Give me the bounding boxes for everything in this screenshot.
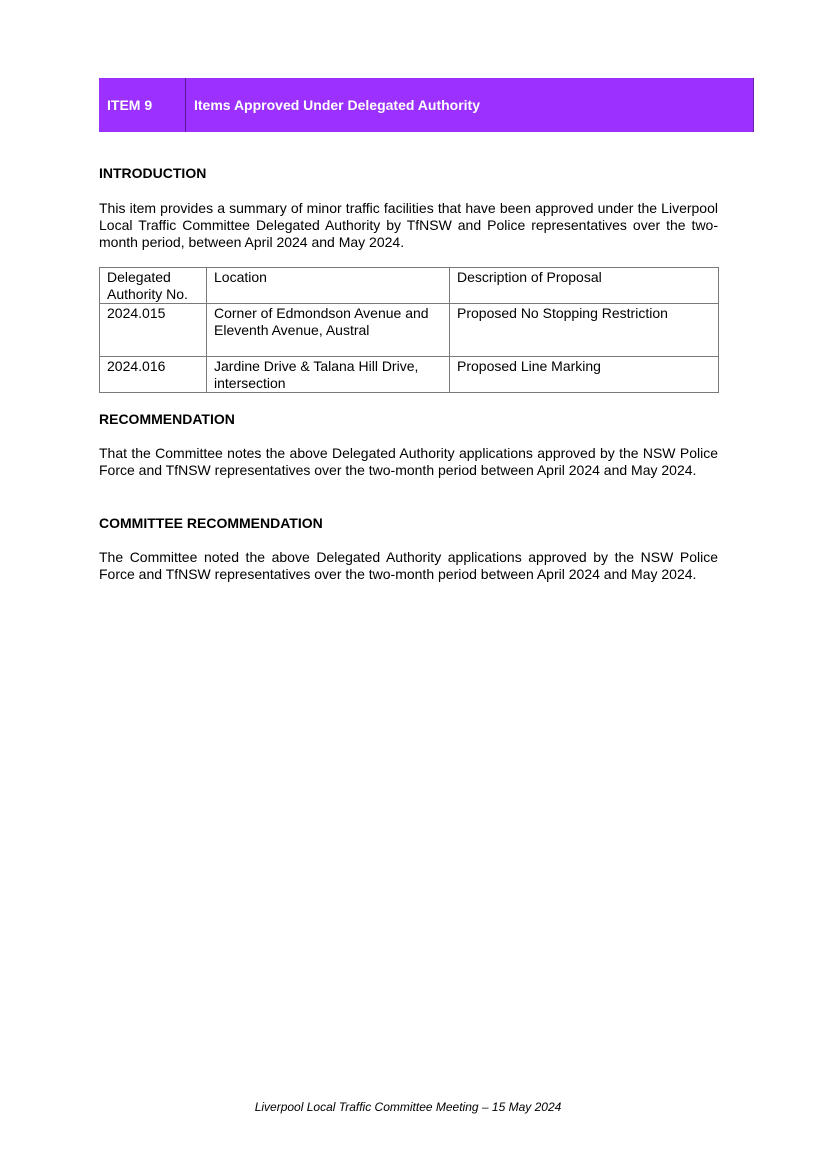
table-cell: Corner of Edmondson Avenue and Eleventh Avenue, Austral bbox=[207, 304, 450, 357]
item-number: ITEM 9 bbox=[99, 78, 186, 132]
table-cell: Jardine Drive & Talana Hill Drive, intersection bbox=[207, 357, 450, 393]
table-cell: 2024.015 bbox=[100, 304, 207, 357]
table-cell: Proposed No Stopping Restriction bbox=[450, 304, 719, 357]
introduction-text: This item provides a summary of minor traffic facilities that have been approved under the Liverpool Local Traffic Committee Delegated Authority by TfNSW and Police representatives over the two-month period, between April 2024 and May 2024. bbox=[99, 200, 718, 250]
table-cell: 2024.016 bbox=[100, 357, 207, 393]
table-row bbox=[100, 357, 719, 393]
table-row bbox=[100, 304, 719, 357]
item-title: Items Approved Under Delegated Authority bbox=[194, 97, 481, 113]
committee-recommendation-heading: COMMITTEE RECOMMENDATION bbox=[99, 515, 323, 531]
table-header-cell: Description of Proposal bbox=[450, 268, 719, 304]
delegated-authority-table bbox=[99, 267, 719, 393]
recommendation-text: That the Committee notes the above Delegated Authority applications approved by the NSW Police Force and TfNSW representatives over the two-month period between April 2024 and May 2024. bbox=[99, 445, 718, 478]
introduction-heading: INTRODUCTION bbox=[99, 165, 207, 181]
table-header-row bbox=[100, 268, 719, 304]
item-header-bar bbox=[99, 78, 754, 132]
committee-recommendation-text: The Committee noted the above Delegated Authority applications approved by the NSW Police Force and TfNSW representatives over the two-month period between April 2024 and May 2024. bbox=[99, 549, 718, 582]
page-footer: Liverpool Local Traffic Committee Meeting – 15 May 2024 bbox=[254, 1100, 562, 1114]
table-header-cell: Delegated Authority No. bbox=[100, 268, 207, 304]
recommendation-heading: RECOMMENDATION bbox=[99, 411, 235, 427]
table-cell: Proposed Line Marking bbox=[450, 357, 719, 393]
table-header-cell: Location bbox=[207, 268, 450, 304]
